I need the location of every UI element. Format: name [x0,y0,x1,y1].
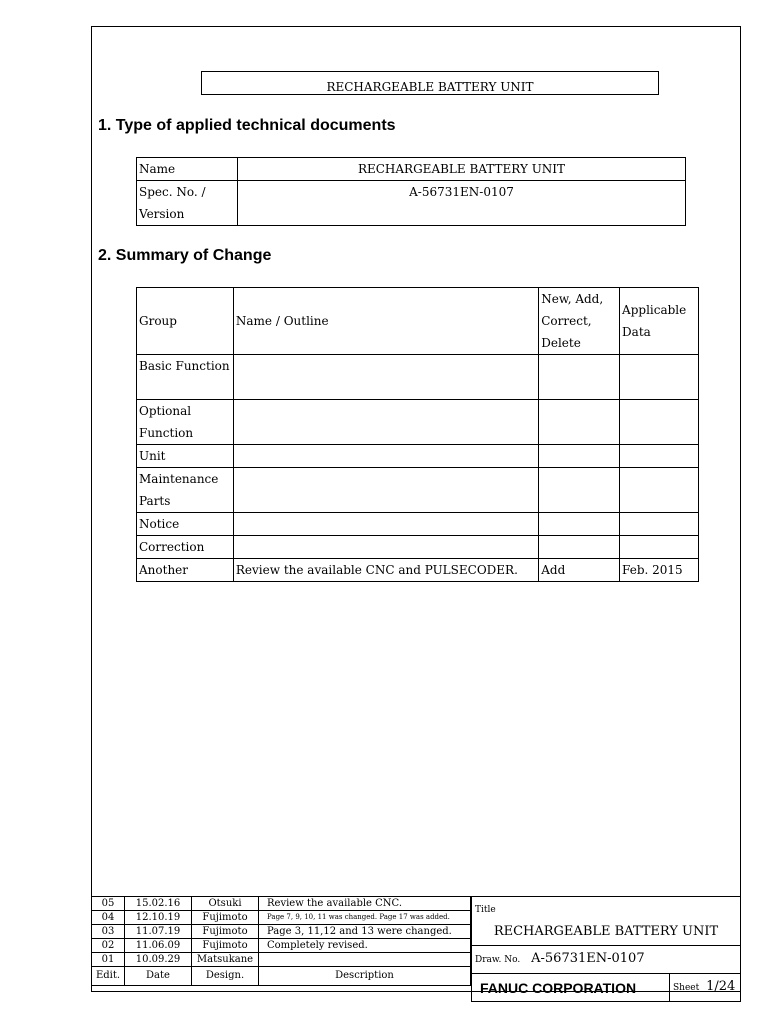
title-value: RECHARGEABLE BATTERY UNIT [493,924,719,939]
revision-row [92,897,471,911]
design-header: Design. [192,967,259,986]
data-cell [620,400,699,445]
document-title: RECHARGEABLE BATTERY UNIT [201,71,659,95]
revision-edit: 05 [92,897,125,911]
revision-edit: 01 [92,953,125,967]
description-header: Description [259,967,471,986]
column-header: New, Add, Correct, Delete [539,288,620,355]
group-cell: Basic Function [137,355,234,400]
change-cell [539,355,620,400]
section1-heading: 1. Type of applied technical documents [98,117,396,134]
revision-designer: Matsukane [192,953,259,967]
group-cell: Another [137,559,234,582]
change-cell [539,468,620,513]
group-cell: Notice [137,513,234,536]
name-value: RECHARGEABLE BATTERY UNIT [238,158,686,181]
revision-date: 12.10.19 [125,911,192,925]
revision-edit: 03 [92,925,125,939]
spec-value: A-56731EN-0107 [238,181,686,226]
revision-history-table [91,896,471,986]
data-cell [620,468,699,513]
data-cell: Feb. 2015 [620,559,699,582]
revision-designer: Otsuki [192,897,259,911]
outline-cell [233,400,538,445]
revision-description: Completely revised. [259,939,471,953]
outline-cell [233,445,538,468]
revision-description: Page 7, 9, 10, 11 was changed. Page 17 was added. [259,911,471,925]
section2-heading: 2. Summary of Change [98,247,272,264]
revision-description: Page 3, 11,12 and 13 were changed. [259,925,471,939]
data-cell [620,513,699,536]
revision-edit: 02 [92,939,125,953]
revision-row [92,911,471,925]
revision-header-row [92,967,471,986]
spec-label: Spec. No. / Version [137,181,238,226]
draw-no-label: Draw. No. [475,955,521,965]
revision-date: 10.09.29 [125,953,192,967]
draw-no-value: A-56731EN-0107 [531,951,645,966]
revision-designer: Fujimoto [192,925,259,939]
column-header: Name / Outline [233,288,538,355]
name-label: Name [137,158,238,181]
group-cell: Correction [137,536,234,559]
revision-description [259,953,471,967]
applied-documents-table [136,157,686,226]
outline-cell: Review the available CNC and PULSECODER. [233,559,538,582]
group-cell: Unit [137,445,234,468]
revision-designer: Fujimoto [192,911,259,925]
outline-cell [233,513,538,536]
edit-header: Edit. [92,967,125,986]
table-row [137,559,699,582]
change-cell [539,513,620,536]
change-cell [539,400,620,445]
revision-description: Review the available CNC. [259,897,471,911]
summary-table [136,287,699,582]
title-block [471,896,741,1002]
data-cell [620,536,699,559]
revision-date: 11.06.09 [125,939,192,953]
table-row [137,513,699,536]
outline-cell [233,355,538,400]
sheet-label: Sheet [673,983,700,993]
sheet-number: 1/24 [706,979,736,994]
change-cell [539,445,620,468]
date-header: Date [125,967,192,986]
group-cell: Optional Function [137,400,234,445]
table-row [137,355,699,400]
change-cell [539,536,620,559]
group-cell: Maintenance Parts [137,468,234,513]
change-cell: Add [539,559,620,582]
table-row [137,468,699,513]
outline-cell [233,468,538,513]
revision-date: 15.02.16 [125,897,192,911]
title-label: Title [475,905,496,915]
revision-row [92,939,471,953]
column-header: Applicable Data [620,288,699,355]
table-row [137,445,699,468]
revision-date: 11.07.19 [125,925,192,939]
revision-designer: Fujimoto [192,939,259,953]
column-header: Group [137,288,234,355]
revision-row [92,953,471,967]
table-row [137,400,699,445]
company-name: FANUC CORPORATION [472,974,670,1002]
revision-edit: 04 [92,911,125,925]
table-row [137,536,699,559]
revision-row [92,925,471,939]
data-cell [620,355,699,400]
data-cell [620,445,699,468]
outline-cell [233,536,538,559]
